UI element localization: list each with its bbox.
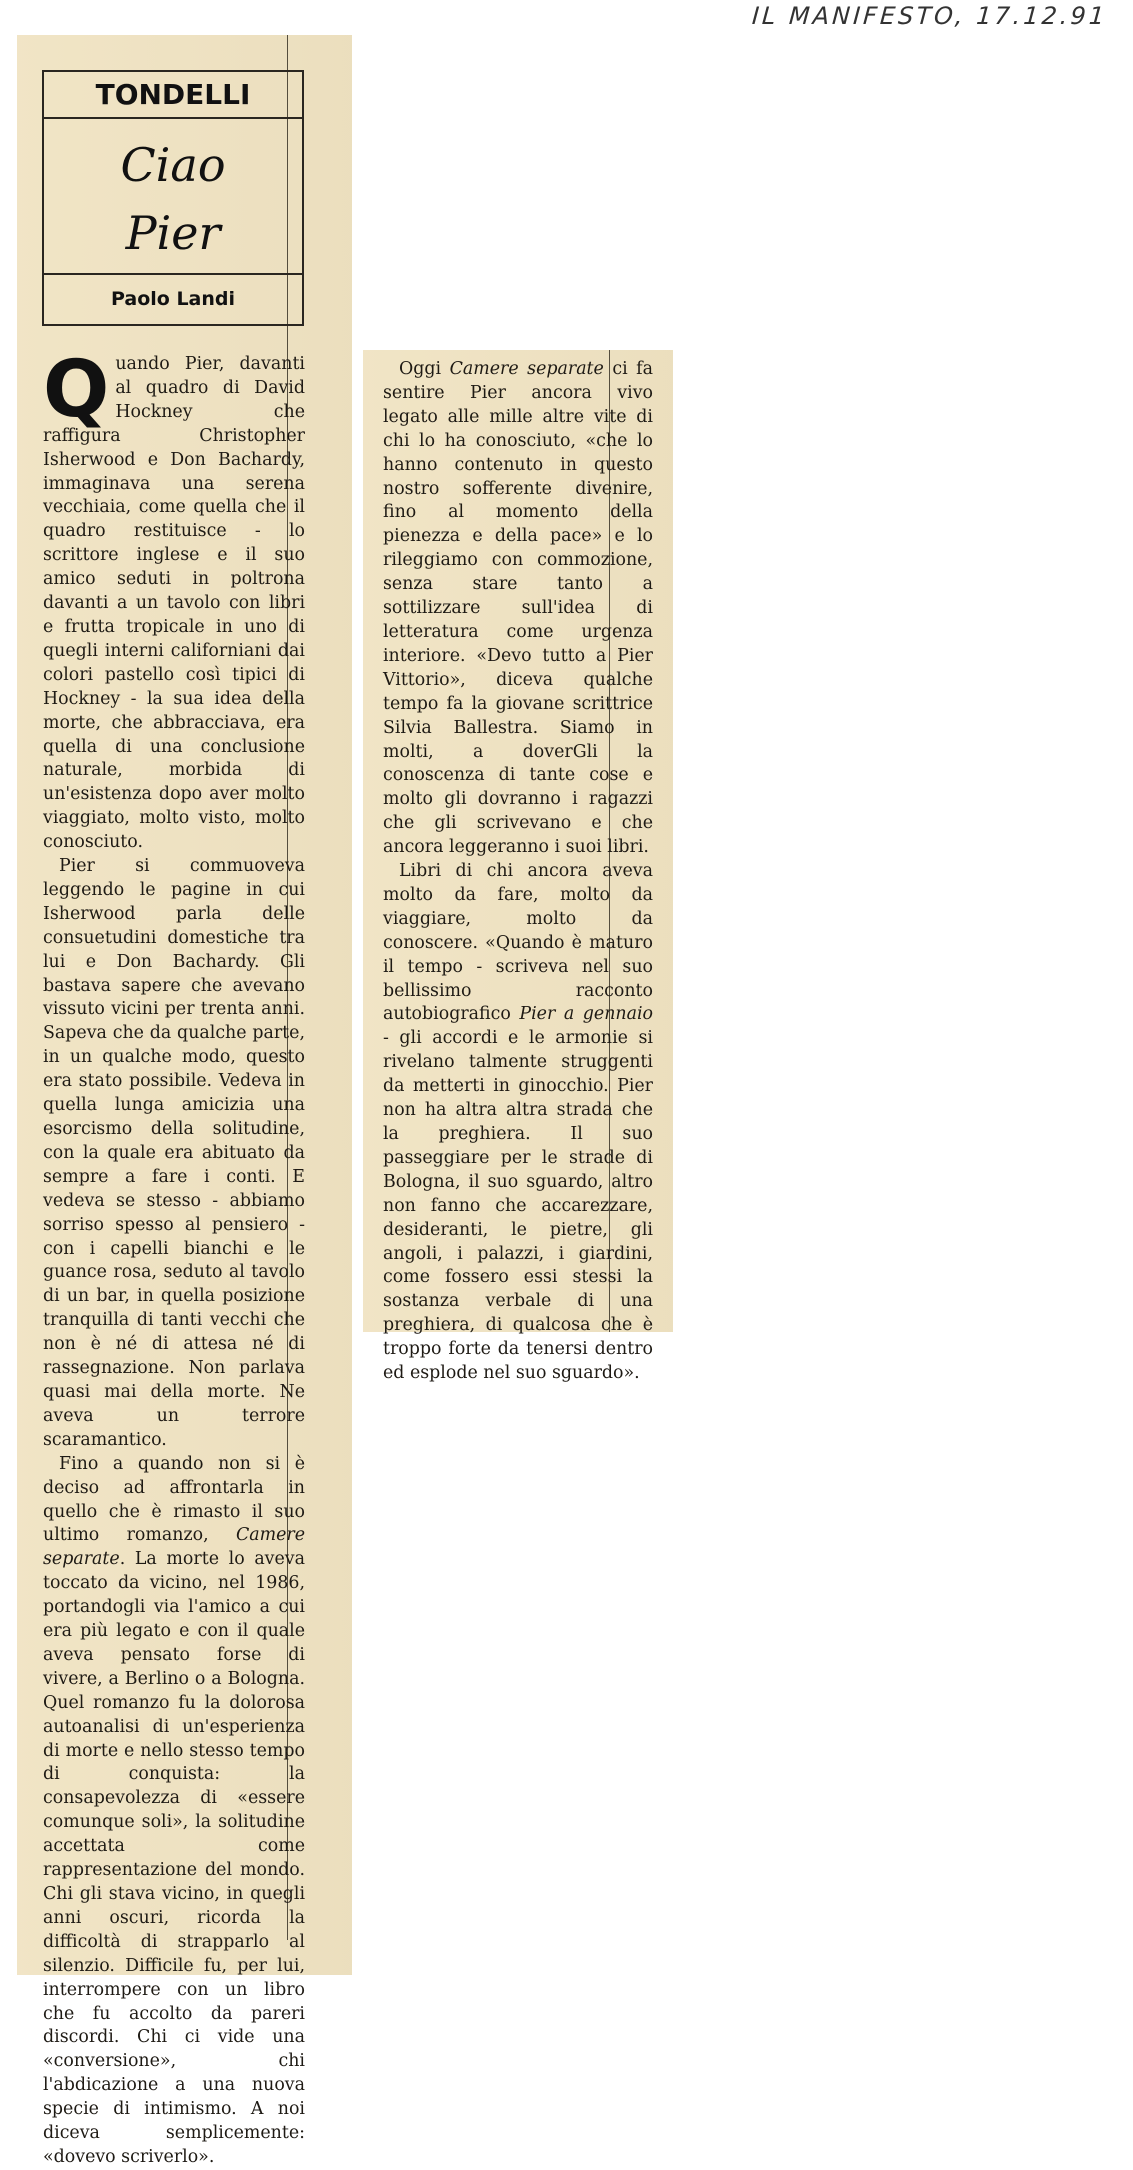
paragraph-text: . La morte lo aveva toccato da vicino, nel 1986, portandogli via l'amico a cui era più legato e con il quale aveva pensato forse di vivere, a Berlino o a Bologna. Quel romanzo fu la dolorosa autoanalisi di un'esperienza di morte e nello stesso tempo di conquista: la consapevolezza di «essere comunque soli», la solitudine accettata come rappresentazione del mondo. Chi gli stava vicino, in quegli anni oscuri, ricorda la difficoltà di strapparlo al silenzio. Difficile fu, per lui, interrompere con un libro che fu accolto da pareri discordi. Chi ci vide una «conversione», chi l'abdicazione a una nuova specie di intimismo. A noi diceva semplicemente: «dovevo scriverlo». <box>43 1549 305 2167</box>
book-title: Camere separate <box>449 359 604 379</box>
title-line-1: Ciao <box>120 138 226 192</box>
handwritten-annotation: IL MANIFESTO, 17.12.91 <box>751 2 1109 30</box>
paragraph: Pier si commuoveva leggendo le pagine in cui Isherwood parla delle consuetudini domestiche tra lui e Don Bachardy. Gli bastava sapere che avevano vissuto vicini per trenta anni. Sapeva che da qualche parte, in un qualche modo, questo era stato possibile. Vedeva in quella lunga amicizia una esorcismo della solitudine, con la quale era abituato da sempre a fare i conti. E vedeva se stesso - abbiamo sorriso spesso al pensiero - con i capelli bianchi e le guance rosa, seduto al tavolo di un bar, in quella posizione tranquilla di tanti vecchi che non è né di attesa né di rassegnazione. Non parlava quasi mai della morte. Ne aveva un terrore scaramantico. <box>43 856 305 1450</box>
paragraph-text: Fino a quando non si è deciso ad affrontarla in quello che è rimasto il suo ultimo romanzo, <box>43 1453 305 1546</box>
paragraph-text: ci fa sentire Pier ancora vivo legato alle mille altre vite di chi lo ha conosciuto, «che lo hanno contenuto in questo nostro sofferente divenire, fino al momento della pienezza e della pace» e lo rileggiamo con commozione, senza stare tanto a sottilizzare sull'idea di letteratura come urgenza interiore. «Devo tutto a Pier Vittorio», diceva qualche tempo fa la giovane scrittrice Silvia Ballestra. Siamo in molti, a doverGli la conoscenza di tante cose e molto gli dovranno i ragazzi che gli scrivevano e che ancora leggeranno i suoi libri. <box>383 359 653 858</box>
paragraph-text: Oggi <box>399 359 450 379</box>
paragraph <box>43 345 305 855</box>
paragraph <box>383 860 653 1386</box>
author-byline: Paolo Landi <box>110 288 236 310</box>
drop-cap: Q <box>43 345 110 435</box>
paragraph-text: - gli accordi e le armonie si rivelano talmente struggenti da metterti in ginocchio. Pier non ha altra altra strada che la preghiera. Il suo passeggiare per le strade di Bologna, il suo sguardo, altro non fanno che accarezzare, desideranti, le pietre, gli angoli, i palazzi, i giardini, come fossero essi stessi la sostanza verbale di una preghiera, di qualcosa che è troppo forte da tenersi dentro ed esplode nel suo sguardo». <box>383 1028 653 1384</box>
article-title <box>44 119 302 275</box>
newspaper-clipping-continuation <box>363 350 673 1384</box>
newspaper-clipping-main <box>17 35 352 2167</box>
title-line-2: Pier <box>125 206 221 260</box>
book-title: Pier a gennaio <box>519 1004 653 1025</box>
paragraph-text: Libri di chi ancora aveva molto da fare, molto da viaggiare, molto da conoscere. «Quando è maturo il tempo - scriveva nel suo bellissimo racconto autobiografico <box>383 861 653 1025</box>
article-body-column-2 <box>383 358 653 1386</box>
paragraph-text: uando Pier, davanti al quadro di David Hockney che raffigura Christopher Isherwood e Don Bachardy, immaginava una serena vecchiaia, come quella che il quadro restituisce - lo scrittore inglese e il suo amico seduti in poltrona davanti a un tavolo con libri e frutta tropicale in uno di quegli interni californiani dai colori pastello così tipici di Hockney - la sua idea della morte, che abbracciava, era quella di una conclusione naturale, morbida di un'esistenza dopo aver molto viaggiato, molto visto, molto conosciuto. <box>43 354 305 853</box>
paragraph <box>43 1453 305 2170</box>
book-title: Camere separate <box>43 1525 305 1570</box>
paragraph <box>383 358 653 860</box>
headline-box <box>42 70 304 326</box>
section-kicker: TONDELLI <box>44 72 302 119</box>
article-body-column-1 <box>43 345 305 2170</box>
